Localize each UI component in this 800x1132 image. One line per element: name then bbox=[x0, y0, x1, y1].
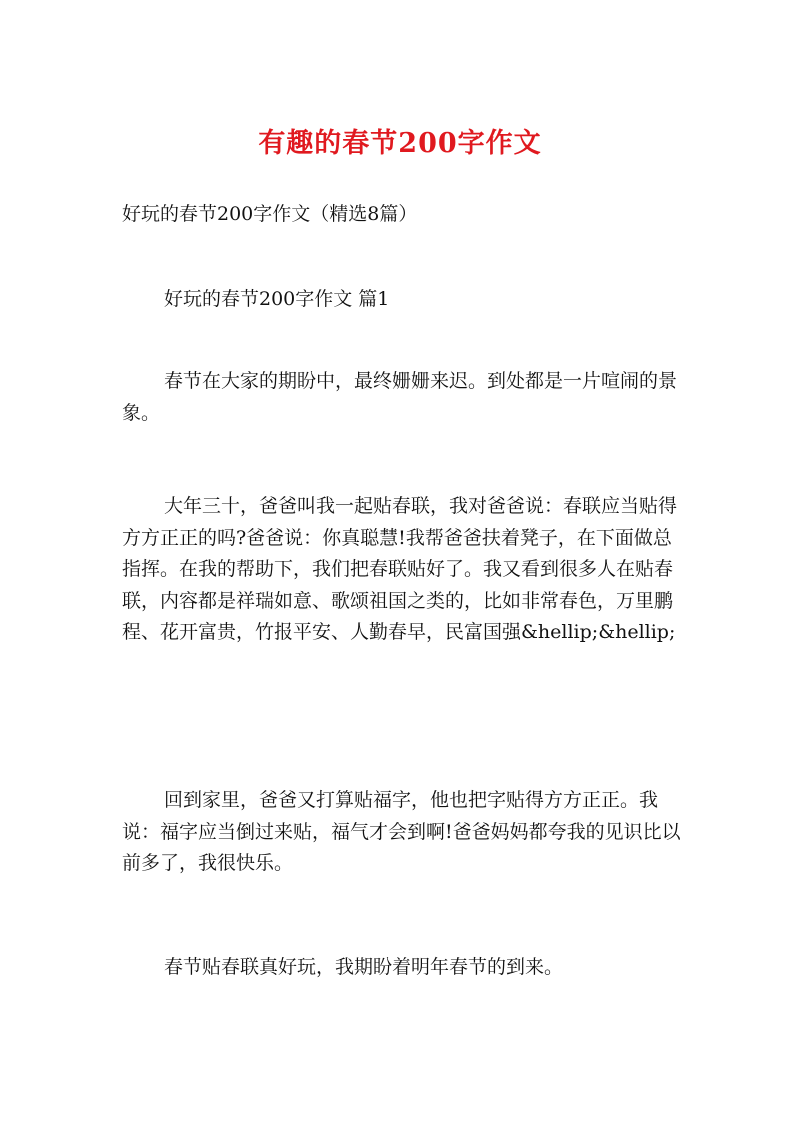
paragraph-1: 春节在大家的期盼中，最终姗姗来迟。到处都是一片喧闹的景象。 bbox=[122, 370, 678, 424]
document-subtitle: 好玩的春节200字作文（精选8篇） bbox=[122, 203, 418, 225]
section-heading: 好玩的春节200字作文 篇1 bbox=[164, 288, 390, 310]
paragraph-2: 大年三十，爸爸叫我一起贴春联，我对爸爸说：春联应当贴得方方正正的吗?爸爸说：你真聪慧!我帮爸爸扶着凳子，在下面做总指挥。在我的帮助下，我们把春联贴好了。我又看到很多人在贴春联，内容都是祥瑞如意、歌颂祖国之类的，比如非常春色，万里鹏程、花开富贵，竹报平安、人勤春早，民富国强&hellip;&hellip; bbox=[122, 495, 678, 643]
document-title: 有趣的春节200字作文 bbox=[258, 128, 542, 159]
paragraph-4: 春节贴春联真好玩，我期盼着明年春节的到来。 bbox=[164, 956, 564, 978]
paragraph-3: 回到家里，爸爸又打算贴福字，他也把字贴得方方正正。我说：福字应当倒过来贴，福气才会到啊!爸爸妈妈都夸我的见识比以前多了，我很快乐。 bbox=[122, 789, 681, 874]
